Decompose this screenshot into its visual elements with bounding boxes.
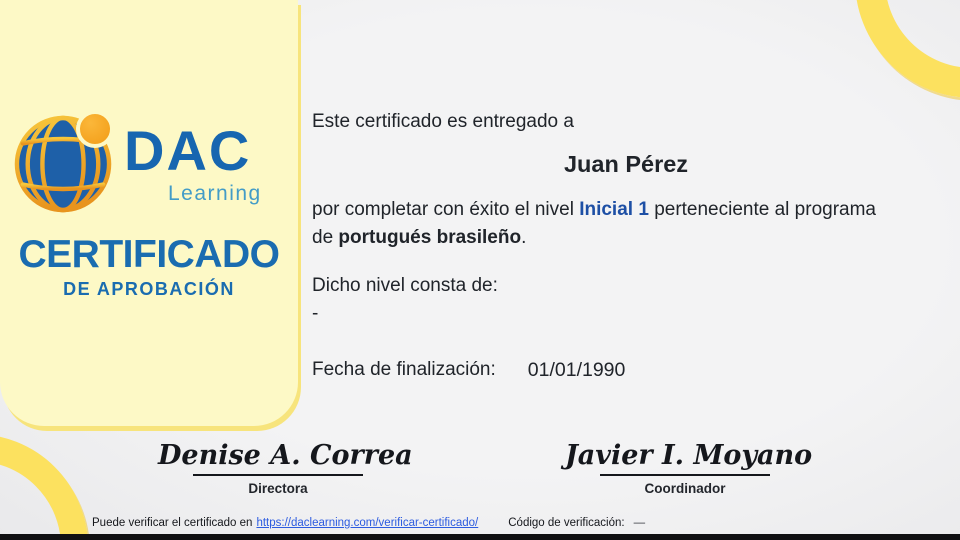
certificate-subtitle: DE APROBACIÓN [63,279,235,299]
orange-dot-icon [76,110,114,148]
verification-footer [92,517,645,529]
intro-text: Este certificado es entregado a [312,111,574,132]
signature-underline [193,474,363,476]
verify-label: Puede verificar el certificado en [92,517,253,529]
bottom-edge-bar [0,534,960,540]
body-suffix: . [521,226,527,248]
decorative-ring-top-right-icon [855,0,960,98]
completion-date-value: 01/01/1990 [527,359,626,381]
body-prefix: por completar con éxito el nivel [312,199,574,220]
level-consists-label: Dicho nivel consta de: [312,275,498,296]
verification-code-label: Código de verificación: [508,517,625,529]
signature-coordinator-name: Javier I. Moyano [565,440,813,471]
signature-director-role: Directora [248,481,308,496]
left-panel [0,0,298,426]
signature-coordinator-role: Coordinador [644,481,726,496]
dac-learning-logo [0,0,298,230]
level-name: Inicial 1 [579,199,649,220]
program-name: portugués brasileño [338,226,522,248]
brand-subname: Learning [168,182,262,205]
verification-code-value: — [633,517,646,529]
recipient-name: Juan Pérez [563,151,689,177]
signature-coordinator [565,440,813,496]
completion-paragraph [312,196,892,251]
completion-date-label: Fecha de finalización: [312,359,496,380]
signature-director [158,440,413,496]
body-middle: perteneciente al programa de [312,199,876,248]
completion-date-row [312,359,625,382]
decorative-ring-bottom-left-icon [0,434,88,540]
level-consists-value: - [312,303,319,324]
verify-link[interactable]: https://daclearning.com/verificar-certificado/ [256,517,479,529]
brand-name: DAC [124,119,252,182]
signature-underline [600,474,770,476]
certificate-title: CERTIFICADO [18,233,280,276]
signature-director-name: Denise A. Correa [158,440,413,471]
